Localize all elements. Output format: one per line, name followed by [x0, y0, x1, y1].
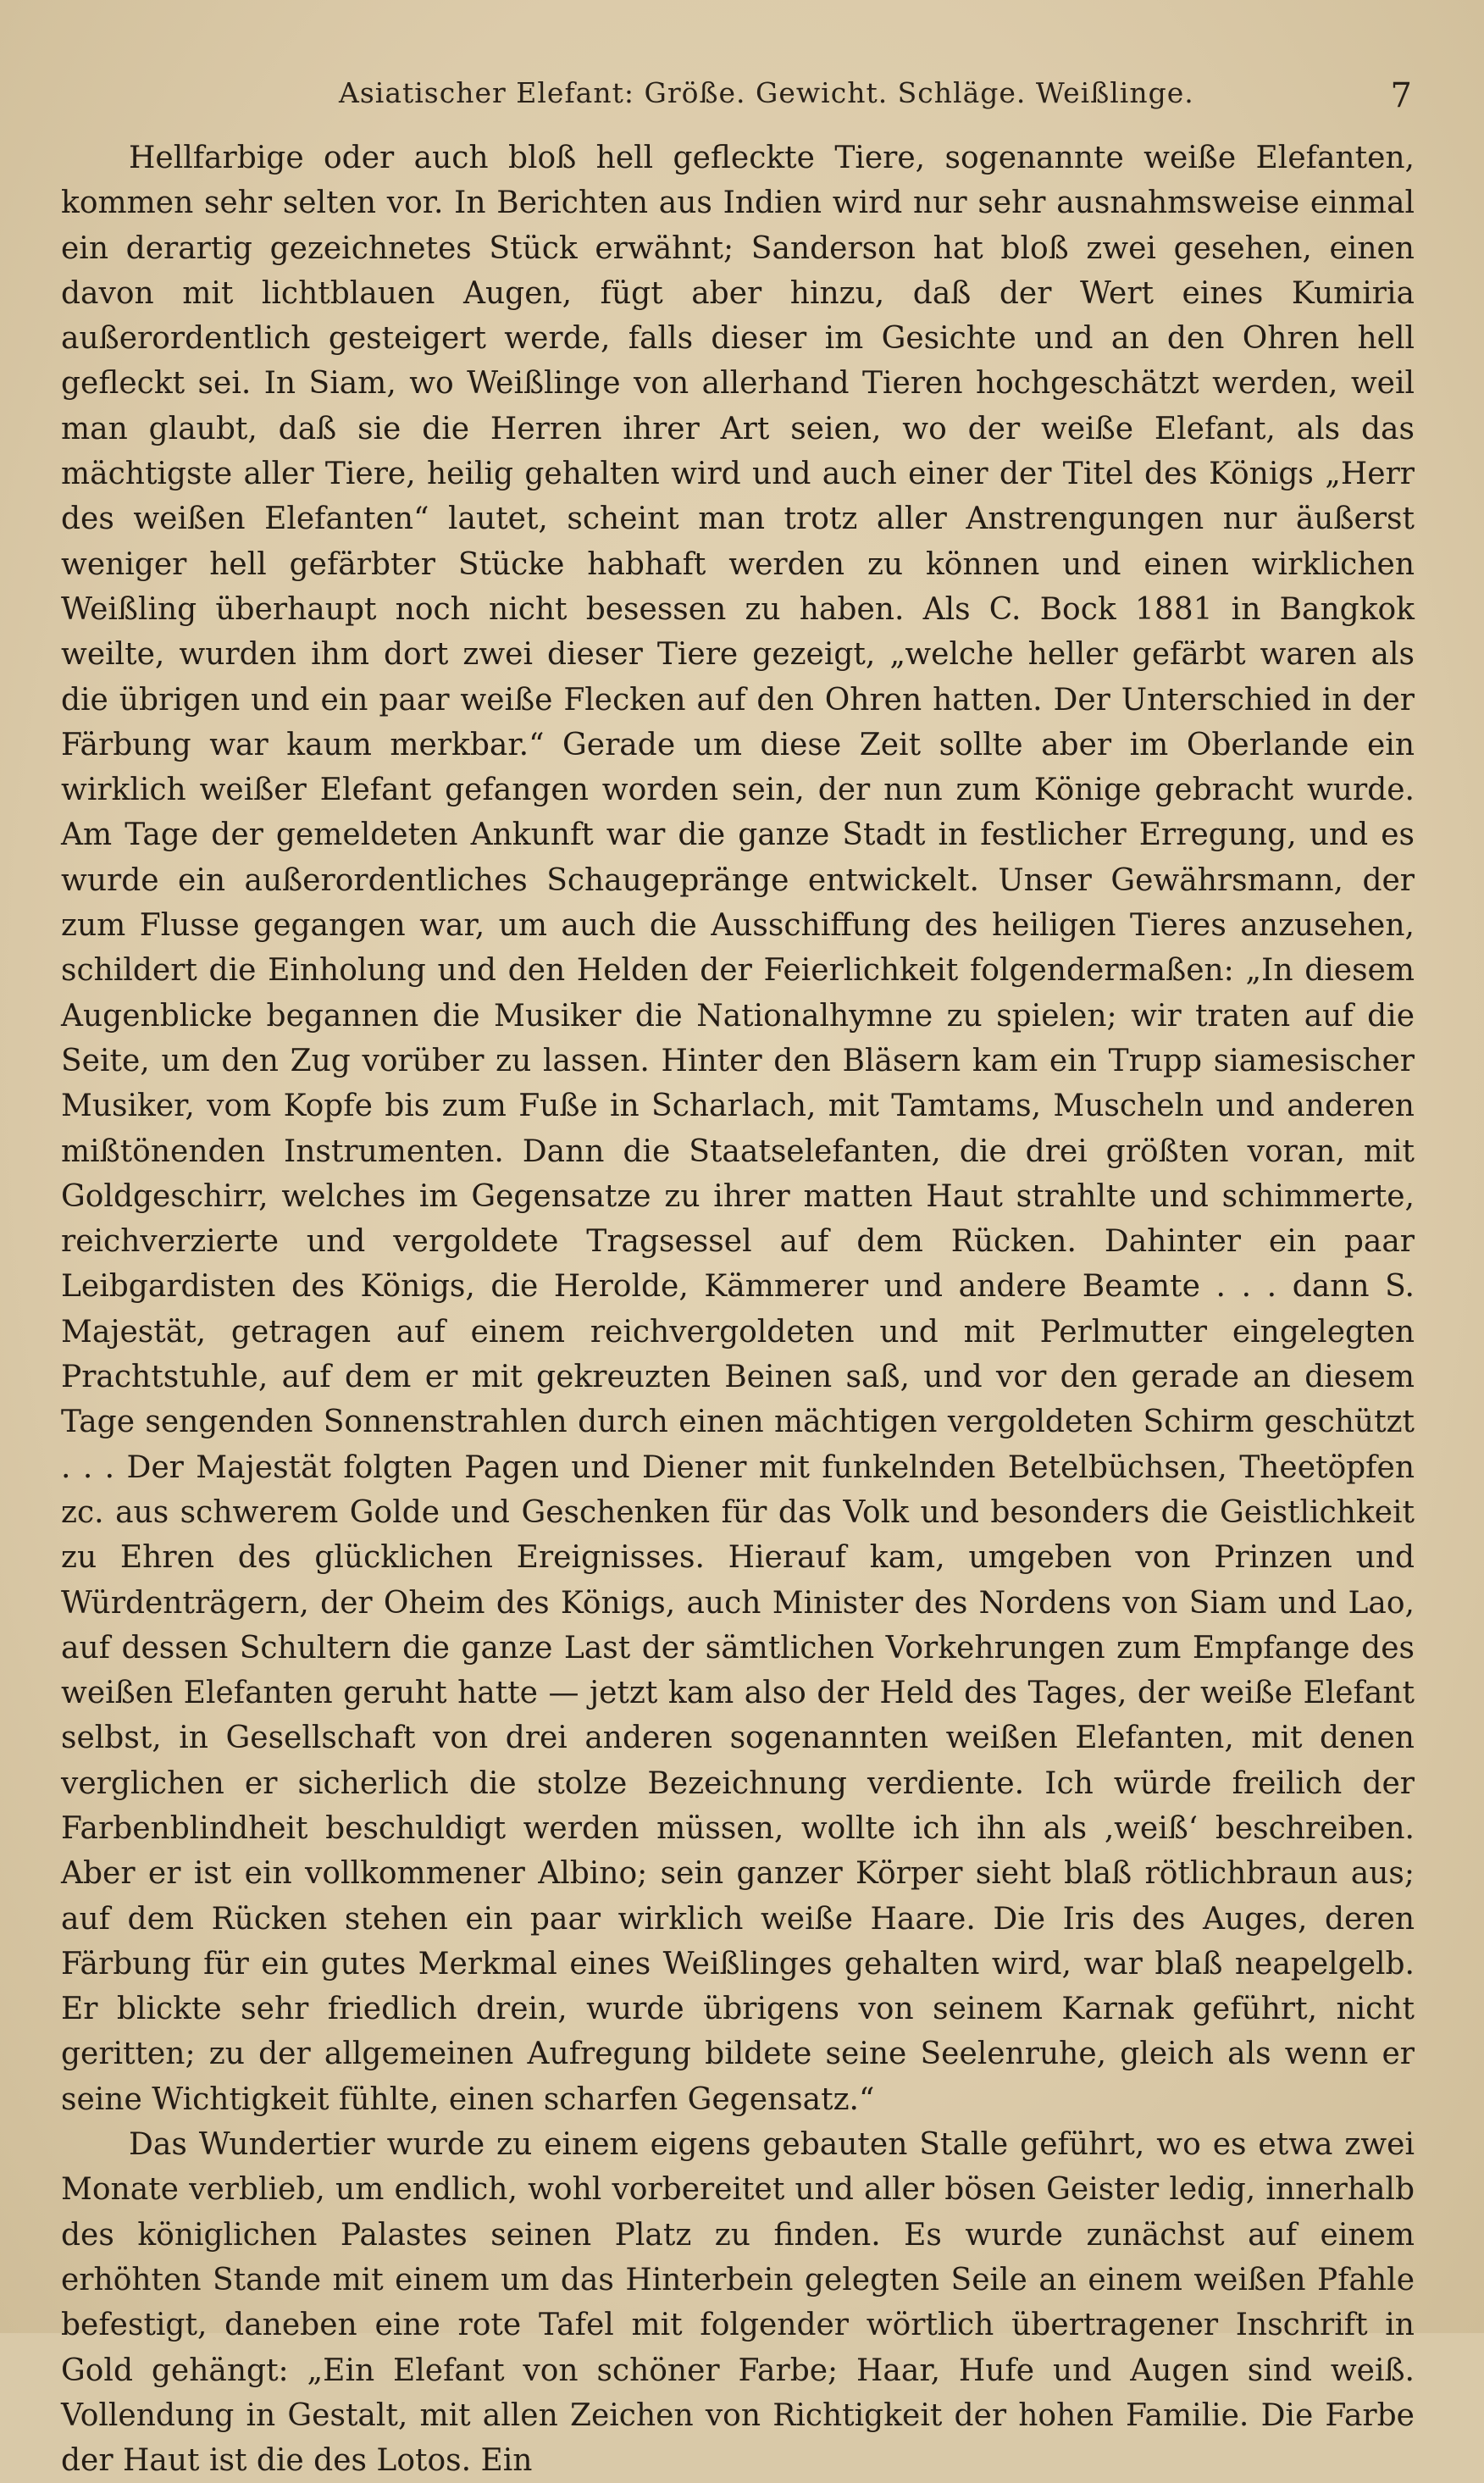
- running-title: Asiatischer Elefant: Größe. Gewicht. Schläge. Weißlinge.: [339, 76, 1194, 109]
- body-text: [61, 136, 1415, 2483]
- paragraph: Das Wundertier wurde zu einem eigens gebauten Stalle geführt, wo es etwa zwei Monate verblieb, um endlich, wohl vorbereitet und aller bösen Geister ledig, innerhalb des königlichen Palastes seinen Platz zu finden. Es wurde zunächst auf einem erhöhten Stande mit einem um das Hinterbein gelegten Seile an einem weißen Pfahle befestigt, daneben eine rote Tafel mit folgender wörtlich übertragener Inschrift in Gold gehängt: „Ein Elefant von schöner Farbe; Haar, Hufe und Augen sind weiß. Vollendung in Gestalt, mit allen Zeichen von Richtigkeit der hohen Familie. Die Farbe der Haut ist die des Lotos. Ein: [61, 2127, 1415, 2479]
- page-number: 7: [1390, 76, 1412, 115]
- paragraph: Hellfarbige oder auch bloß hell gefleckte Tiere, sogenannte weiße Elefanten, kommen sehr selten vor. In Berichten aus Indien wird nur sehr ausnahmsweise einmal ein derartig gezeichnetes Stück erwähnt; Sanderson hat bloß zwei gesehen, einen davon mit lichtblauen Augen, fügt aber hinzu, daß der Wert eines Kumiria außerordentlich gesteigert werde, falls dieser im Gesichte und an den Ohren hell gefleckt sei. In Siam, wo Weißlinge von allerhand Tieren hochgeschätzt werden, weil man glaubt, daß sie die Herren ihrer Art seien, wo der weiße Elefant, als das mächtigste aller Tiere, heilig gehalten wird und auch einer der Titel des Königs „Herr des weißen Elefanten“ lautet, scheint man trotz aller Anstrengungen nur äußerst weniger hell gefärbter Stücke habhaft werden zu können und einen wirklichen Weißling überhaupt noch nicht besessen zu haben. Als C. Bock 1881 in Bangkok weilte, wurden ihm dort zwei dieser Tiere gezeigt, „welche heller gefärbt waren als die übrigen und ein paar weiße Flecken auf den Ohren hatten. Der Unterschied in der Färbung war kaum merkbar.“ Gerade um diese Zeit sollte aber im Oberlande ein wirklich weißer Elefant gefangen worden sein, der nun zum Könige gebracht wurde. Am Tage der gemeldeten Ankunft war die ganze Stadt in festlicher Erregung, und es wurde ein außerordentliches Schaugepränge entwickelt. Unser Gewährsmann, der zum Flusse gegangen war, um auch die Ausschiffung des heiligen Tieres anzusehen, schildert die Einholung und den Helden der Feierlichkeit folgendermaßen: „In diesem Augenblicke begannen die Musiker die Nationalhymne zu spielen; wir traten auf die Seite, um den Zug vorüber zu lassen. Hinter den Bläsern kam ein Trupp siamesischer Musiker, vom Kopfe bis zum Fuße in Scharlach, mit Tamtams, Muscheln und anderen mißtönenden Instrumenten. Dann die Staatselefanten, die drei größten voran, mit Goldgeschirr, welches im Gegensatze zu ihrer matten Haut strahlte und schimmerte, reichverzierte und vergoldete Tragsessel auf dem Rücken. Dahinter ein paar Leibgardisten des Königs, die Herolde, Kämmerer und andere Beamte . . . dann S. Majestät, getragen auf einem reichvergoldeten und mit Perlmutter eingelegten Prachtstuhle, auf dem er mit gekreuzten Beinen saß, und vor den gerade an diesem Tage sengenden Sonnenstrahlen durch einen mächtigen vergoldeten Schirm geschützt . . . Der Majestät folgten Pagen und Diener mit funkelnden Betelbüchsen, Theetöpfen zc. aus schwerem Golde und Geschenken für das Volk und besonders die Geistlichkeit zu Ehren des glücklichen Ereignisses. Hierauf kam, umgeben von Prinzen und Würdenträgern, der Oheim des Königs, auch Minister des Nordens von Siam und Lao, auf dessen Schultern die ganze Last der sämtlichen Vorkehrungen zum Empfange des weißen Elefanten geruht hatte — jetzt kam also der Held des Tages, der weiße Elefant selbst, in Gesellschaft von drei anderen sogenannten weißen Elefanten, mit denen verglichen er sicherlich die stolze Bezeichnung verdiente. Ich würde freilich der Farbenblindheit beschuldigt werden müssen, wollte ich ihn als ‚weiß‘ beschreiben. Aber er ist ein vollkommener Albino; sein ganzer Körper sieht blaß rötlichbraun aus; auf dem Rücken stehen ein paar wirklich weiße Haare. Die Iris des Auges, deren Färbung für ein gutes Merkmal eines Weißlinges gehalten wird, war blaß neapelgelb. Er blickte sehr friedlich drein, wurde übrigens von seinem Karnak geführt, nicht geritten; zu der allgemeinen Aufregung bildete seine Seelenruhe, gleich als wenn er seine Wichtigkeit fühlte, einen scharfen Gegensatz.“: [61, 141, 1415, 2117]
- running-head: [59, 71, 1412, 122]
